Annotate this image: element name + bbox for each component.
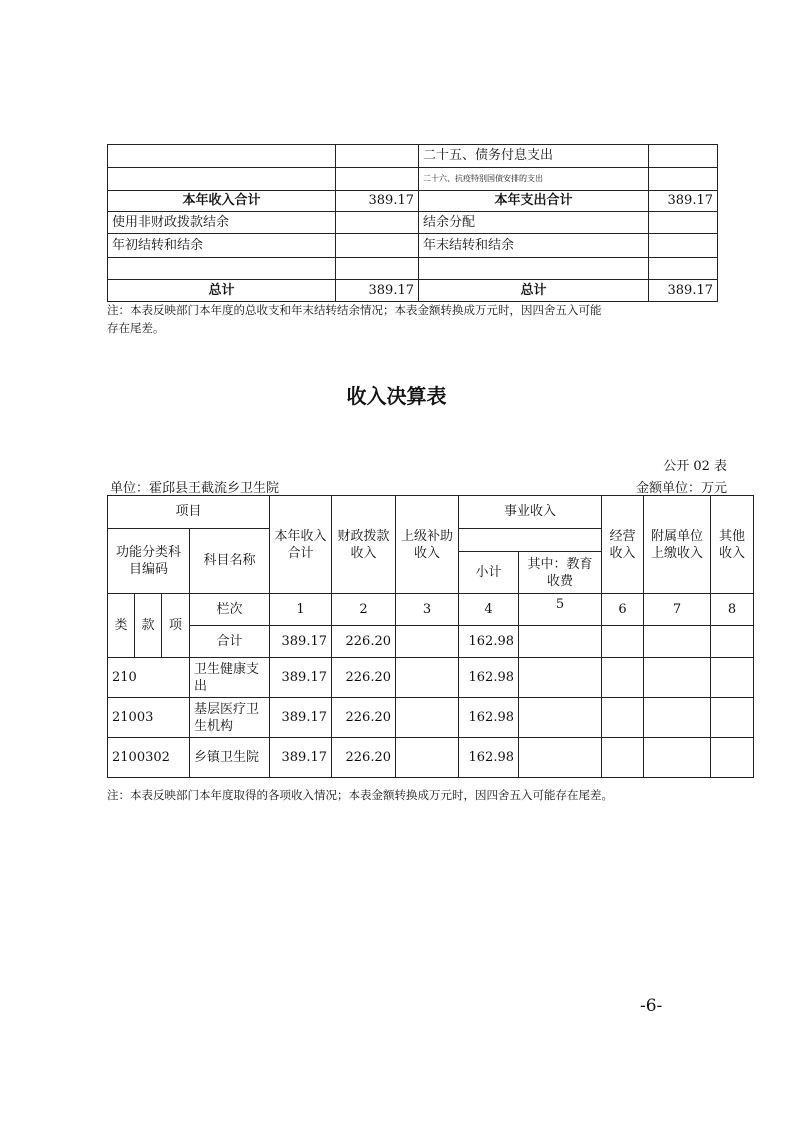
col-no-6: 6 (602, 594, 644, 626)
summary-row (108, 191, 718, 212)
income-row-operating (602, 658, 644, 698)
header-subject-name: 科目名称 (190, 529, 270, 594)
income-row (108, 658, 754, 698)
summary-left-label (108, 258, 336, 280)
summary-row (108, 145, 718, 168)
income-row-subtotal: 162.98 (459, 658, 519, 698)
total-row-total: 389.17 (270, 626, 332, 658)
income-row-superior (396, 698, 459, 738)
summary-left-value (336, 234, 419, 258)
header-subtotal: 小计 (459, 552, 519, 594)
income-row-operating (602, 698, 644, 738)
summary-row (108, 258, 718, 280)
header-business: 事业收入 (459, 496, 602, 529)
summary-note-line2: 存在尾差。 (107, 321, 165, 335)
header-superior: 上级补助收入 (396, 496, 459, 594)
income-row-affiliated (644, 738, 711, 778)
income-row-subtotal: 162.98 (459, 738, 519, 778)
total-row-education (519, 626, 602, 658)
income-row-affiliated (644, 658, 711, 698)
income-note: 注：本表反映部门本年度取得的各项收入情况；本表金额转换成万元时，因四舍五入可能存在尾差。 (107, 788, 613, 802)
income-row-other (711, 738, 754, 778)
summary-left-value: 389.17 (336, 191, 419, 212)
income-row-code: 21003 (108, 698, 190, 738)
header-project: 项目 (108, 496, 270, 529)
income-row-operating (602, 738, 644, 778)
summary-left-value (336, 145, 419, 168)
summary-left-label: 使用非财政拨款结余 (108, 212, 336, 234)
summary-right-value (649, 258, 718, 280)
income-row-education (519, 698, 602, 738)
income-row-other (711, 658, 754, 698)
col-no-8: 8 (711, 594, 754, 626)
income-row-education (519, 658, 602, 698)
summary-right-label: 结余分配 (419, 212, 649, 234)
summary-right-value: 389.17 (649, 191, 718, 212)
summary-left-label (108, 168, 336, 191)
income-row-total: 389.17 (270, 738, 332, 778)
summary-row (108, 168, 718, 191)
col-no-2: 2 (332, 594, 396, 626)
summary-left-label: 本年收入合计 (108, 191, 336, 212)
col-no-4: 4 (459, 594, 519, 626)
summary-left-value (336, 212, 419, 234)
income-row-total: 389.17 (270, 698, 332, 738)
summary-left-value (336, 258, 419, 280)
summary-left-label: 总计 (108, 280, 336, 302)
income-row-fiscal: 226.20 (332, 658, 396, 698)
summary-right-label: 二十六、抗疫特别国债安排的支出 (419, 168, 649, 191)
header-lei: 类 (108, 594, 135, 658)
summary-right-value (649, 145, 718, 168)
total-row-fiscal: 226.20 (332, 626, 396, 658)
header-column-no: 栏次 (190, 594, 270, 626)
income-row-fiscal: 226.20 (332, 738, 396, 778)
page-number: -6- (640, 996, 663, 1016)
income-row-name: 卫生健康支出 (190, 658, 270, 698)
total-row-operating (602, 626, 644, 658)
summary-row (108, 212, 718, 234)
header-total: 本年收入合计 (270, 496, 332, 594)
income-row (108, 738, 754, 778)
summary-left-label: 年初结转和结余 (108, 234, 336, 258)
income-row-other (711, 698, 754, 738)
total-row-affiliated (644, 626, 711, 658)
header-affiliated: 附属单位上缴收入 (644, 496, 711, 594)
income-row-total: 389.17 (270, 658, 332, 698)
summary-right-value (649, 212, 718, 234)
header-xiang: 项 (162, 594, 190, 658)
header-business-spacer (459, 529, 602, 552)
summary-right-value (649, 234, 718, 258)
income-table (107, 495, 754, 778)
summary-row (108, 234, 718, 258)
summary-right-label: 本年支出合计 (419, 191, 649, 212)
header-education: 其中：教育收费 (519, 552, 602, 594)
col-no-3: 3 (396, 594, 459, 626)
col-no-1: 1 (270, 594, 332, 626)
header-func-code: 功能分类科目编码 (108, 529, 190, 594)
header-kuan: 款 (135, 594, 162, 658)
summary-row (108, 280, 718, 302)
income-row-affiliated (644, 698, 711, 738)
summary-right-label: 年末结转和结余 (419, 234, 649, 258)
income-row-education (519, 738, 602, 778)
summary-table (107, 144, 718, 302)
header-other: 其他收入 (711, 496, 754, 594)
income-row-code: 2100302 (108, 738, 190, 778)
total-row-superior (396, 626, 459, 658)
income-row-name: 基层医疗卫生机构 (190, 698, 270, 738)
income-row-fiscal: 226.20 (332, 698, 396, 738)
total-row-other (711, 626, 754, 658)
summary-right-label: 总计 (419, 280, 649, 302)
income-row-superior (396, 738, 459, 778)
total-row-subtotal: 162.98 (459, 626, 519, 658)
income-row-superior (396, 658, 459, 698)
income-row-code: 210 (108, 658, 190, 698)
total-row-label: 合计 (190, 626, 270, 658)
col-no-7: 7 (644, 594, 711, 626)
summary-right-label (419, 258, 649, 280)
form-number: 公开 02 表 (663, 459, 727, 474)
header-fiscal: 财政拨款收入 (332, 496, 396, 594)
income-table-title: 收入决算表 (346, 384, 447, 408)
summary-right-value: 389.17 (649, 280, 718, 302)
amount-unit: 金额单位：万元 (635, 481, 727, 496)
summary-left-label (108, 145, 336, 168)
income-row (108, 698, 754, 738)
summary-left-value (336, 168, 419, 191)
income-row-subtotal: 162.98 (459, 698, 519, 738)
summary-note-line1: 注：本表反映部门本年度的总收支和年末结转结余情况；本表金额转换成万元时，因四舍五入可能 (107, 303, 602, 317)
col-no-5: 5 (519, 594, 602, 626)
summary-left-value: 389.17 (336, 280, 419, 302)
unit-label: 单位：霍邱县王截流乡卫生院 (110, 481, 280, 496)
income-row-name: 乡镇卫生院 (190, 738, 270, 778)
header-operating: 经营收入 (602, 496, 644, 594)
summary-right-label: 二十五、债务付息支出 (419, 145, 649, 168)
summary-right-value (649, 168, 718, 191)
